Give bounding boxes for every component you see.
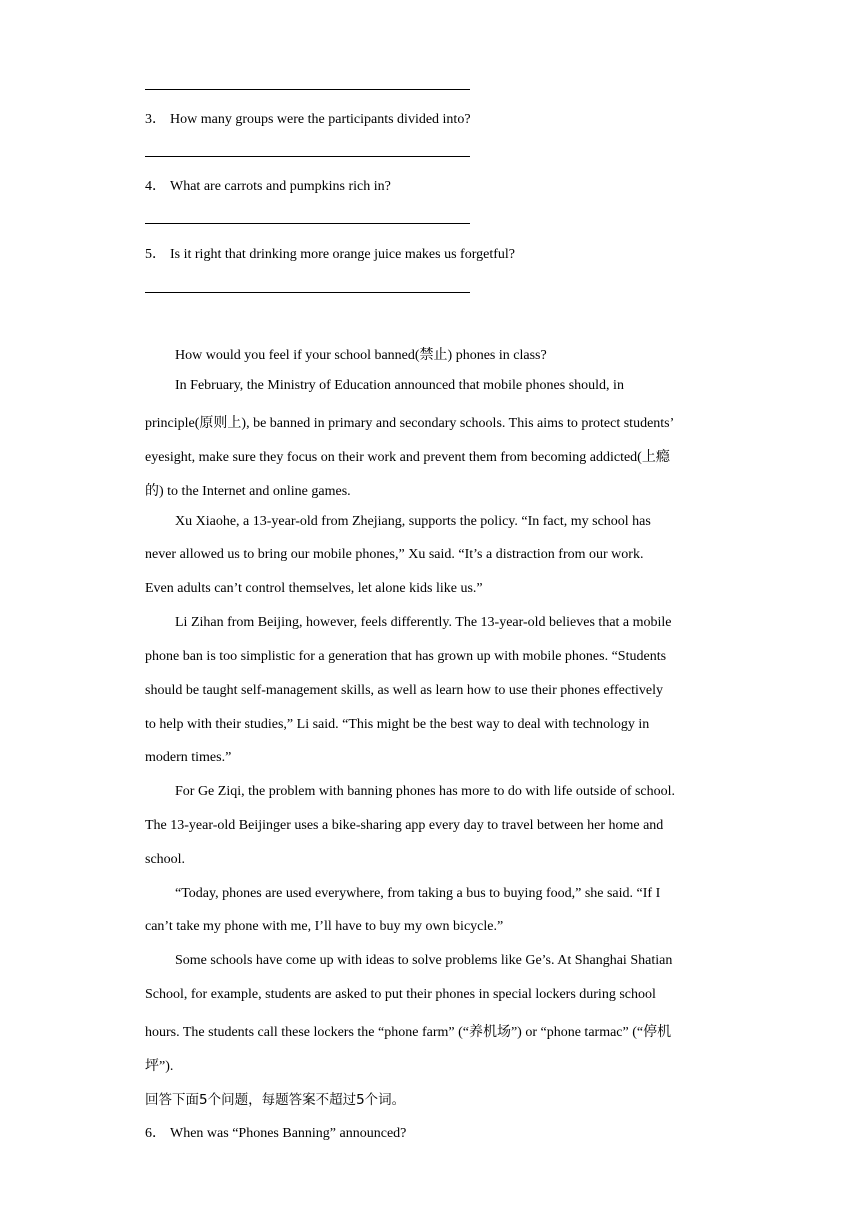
- answer-line-3[interactable]: [145, 156, 470, 157]
- passage-line: never allowed us to bring our mobile phones,” Xu said. “It’s a distraction from our work.: [145, 547, 644, 562]
- answer-line-4[interactable]: [145, 223, 470, 224]
- question-number: 6．: [145, 1126, 166, 1141]
- passage-line: to help with their studies,” Li said. “This might be the best way to deal with technology in: [145, 717, 650, 732]
- instruction: 回答下面5个问题，每题答案不超过5个词。: [145, 1092, 406, 1108]
- passage-line: 的) to the Internet and online games.: [145, 484, 351, 499]
- question-4: [145, 175, 391, 195]
- passage-line: Xu Xiaohe, a 13-year-old from Zhejiang, supports the policy. “In fact, my school has: [175, 514, 651, 529]
- passage-line: 坪”).: [145, 1059, 174, 1074]
- passage-line: In February, the Ministry of Education announced that mobile phones should, in: [175, 378, 624, 393]
- question-6: [145, 1122, 406, 1142]
- question-number: 3．: [145, 112, 166, 127]
- passage-line: eyesight, make sure they focus on their work and prevent them from becoming addicted(上瘾: [145, 450, 670, 465]
- passage-line: How would you feel if your school banned(禁止) phones in class?: [175, 348, 547, 363]
- question-text: Is it right that drinking more orange juice makes us forgetful?: [170, 247, 515, 262]
- question-3: [145, 108, 471, 128]
- passage-line: hours. The students call these lockers the “phone farm” (“养机场”) or “phone tarmac” (“停机: [145, 1025, 672, 1040]
- question-text: How many groups were the participants divided into?: [170, 112, 471, 127]
- question-number: 4．: [145, 179, 166, 194]
- question-5: [145, 243, 515, 263]
- passage-line: principle(原则上), be banned in primary and secondary schools. This aims to protect students’: [145, 416, 675, 431]
- answer-line-2[interactable]: [145, 89, 470, 90]
- passage-line: should be taught self-management skills, as well as learn how to use their phones effectively: [145, 683, 663, 698]
- passage-line: school.: [145, 852, 186, 867]
- question-number: 5．: [145, 247, 166, 262]
- passage-line: Li Zihan from Beijing, however, feels differently. The 13-year-old believes that a mobile: [175, 615, 672, 630]
- question-text: When was “Phones Banning” announced?: [170, 1126, 407, 1141]
- passage-line: “Today, phones are used everywhere, from taking a bus to buying food,” she said. “If I: [175, 886, 661, 901]
- passage-line: School, for example, students are asked to put their phones in special lockers during school: [145, 987, 656, 1002]
- passage-line: Even adults can’t control themselves, let alone kids like us.”: [145, 581, 483, 596]
- passage-line: The 13-year-old Beijinger uses a bike-sharing app every day to travel between her home and: [145, 818, 664, 833]
- passage-line: phone ban is too simplistic for a generation that has grown up with mobile phones. “Students: [145, 649, 667, 664]
- question-text: What are carrots and pumpkins rich in?: [170, 179, 391, 194]
- passage-line: can’t take my phone with me, I’ll have to buy my own bicycle.”: [145, 919, 504, 934]
- passage-line: For Ge Ziqi, the problem with banning phones has more to do with life outside of school.: [175, 784, 676, 799]
- passage-line: Some schools have come up with ideas to solve problems like Ge’s. At Shanghai Shatian: [175, 953, 673, 968]
- answer-line-5[interactable]: [145, 292, 470, 293]
- passage-line: modern times.”: [145, 750, 232, 765]
